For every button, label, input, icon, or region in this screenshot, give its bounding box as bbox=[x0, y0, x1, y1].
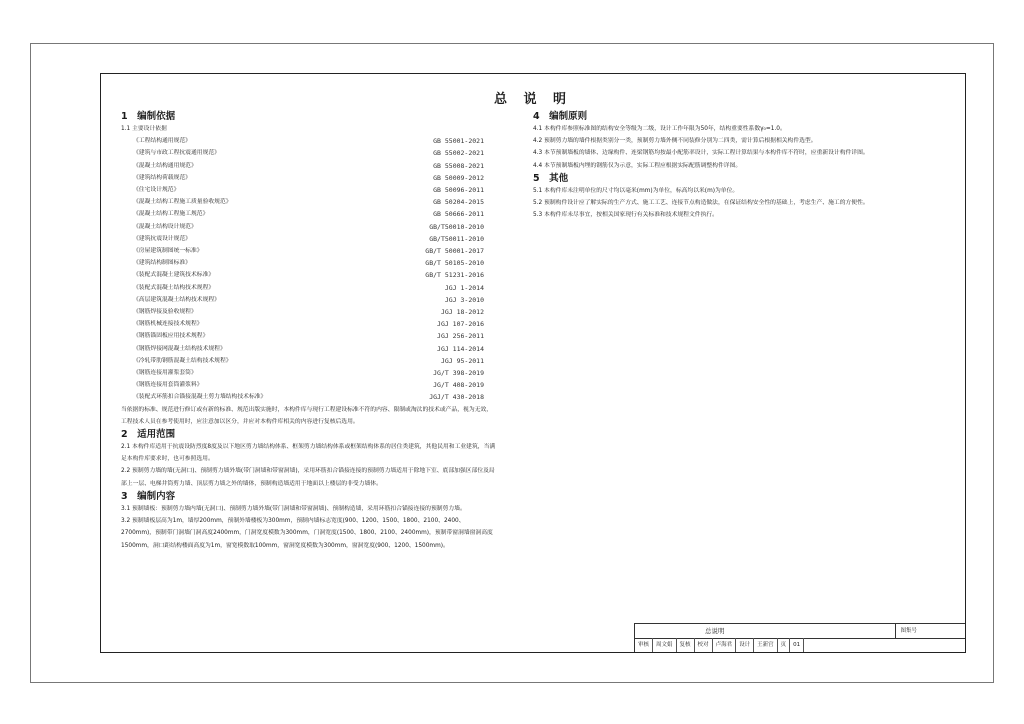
atlas-number-label: 图集号 bbox=[895, 624, 917, 638]
reference-name: 《装配式混凝土结构技术规程》 bbox=[133, 284, 215, 291]
reference-row bbox=[121, 379, 496, 391]
drawing-frame bbox=[100, 73, 966, 653]
section-2-para-1: 2.1 本构件库适用于抗震设防烈度8度及以下地区剪力墙结构体系、框架剪力墙结构体系或框架结构体系的居住类建筑，其他民用和工业建筑，当满足本构件库要求时，也可参照选用。 bbox=[121, 444, 496, 463]
reference-name: 《混凝土结构通用规范》 bbox=[133, 162, 197, 169]
section-5-item: 5.1 本构件库未注明单位的尺寸均以毫米(mm)为单位，标高均以米(m)为单位。 bbox=[533, 187, 739, 194]
reference-name: 《混凝土结构设计规范》 bbox=[133, 223, 197, 230]
reference-row bbox=[121, 135, 496, 147]
reference-name: 《工程结构通用规范》 bbox=[133, 138, 191, 145]
reference-row bbox=[121, 184, 496, 196]
reference-row bbox=[121, 294, 496, 306]
page-title: 总 说 明 bbox=[493, 92, 573, 107]
reference-code: GB/T 50001-2017 bbox=[425, 247, 484, 256]
reference-name: 《冷轧带肋钢筋混凝土结构技术规程》 bbox=[133, 357, 232, 364]
reference-row bbox=[121, 196, 496, 208]
reference-code: JGJ 95-2011 bbox=[440, 356, 484, 365]
section-4-item: 4.2 预制剪力墙的墙件根据类别分一类，预制剪力墙外侧不同装修分别为二四类，需计算后根据相关构件选型。 bbox=[533, 138, 817, 145]
title-block-cell: 周文娟 bbox=[653, 638, 677, 652]
section-2-heading: 2 适用范围 bbox=[121, 429, 176, 441]
reference-code: JG/T 398-2019 bbox=[433, 369, 484, 378]
section-2-para-2: 2.2 预制剪力墙的墙(无洞口)、预制剪力墙外墙(带门洞墙和带窗洞墙)，采用环筋扣合锚接连接的预制剪力墙适用于除地下室、底部加强区部位及局部上一层、电梯井筒剪力墙、顶层剪力墙之外的墙体，预制构造墙适用于地面以上楼层的非受力墙体。 bbox=[121, 468, 495, 487]
reference-row bbox=[121, 160, 496, 172]
section-1-subheading: 1.1 主要设计依据 bbox=[121, 126, 167, 132]
reference-code: GB 50204-2015 bbox=[433, 198, 484, 207]
reference-row bbox=[121, 147, 496, 159]
reference-name: 《建筑结构荷载规范》 bbox=[133, 174, 191, 181]
reference-code: JG/T 408-2019 bbox=[433, 381, 484, 390]
section-3-para-1: 3.1 预制墙板：预制剪力墙内墙(无洞口)、预制剪力墙外墙(带门洞墙和带窗洞墙)、预制构造墙，采用环筋扣合锚接连接的预制剪力墙。 bbox=[121, 505, 466, 512]
section-4-heading: 4 编制原则 bbox=[533, 111, 588, 122]
section-4-item: 4.3 本节预制墙板的墙体、边缘构件、连梁钢筋均按最小配筋率设计，实际工程计算结果与本构件库不符时，应重新设计构件详图。 bbox=[533, 150, 869, 157]
title-block bbox=[634, 623, 965, 652]
reference-code: JGJ 114-2014 bbox=[437, 344, 484, 353]
title-block-cell: 审核 bbox=[635, 638, 653, 652]
reference-code: GB 50009-2012 bbox=[433, 173, 484, 182]
reference-code: GB 55002-2021 bbox=[433, 149, 484, 158]
reference-name: 《建筑与市政工程抗震通用规范》 bbox=[133, 150, 220, 157]
reference-name: 《钢筋锚固板应用技术规程》 bbox=[133, 333, 209, 340]
reference-code: JGJ 18-2012 bbox=[440, 308, 484, 317]
reference-row bbox=[121, 233, 496, 245]
reference-name: 《钢筋机械连接技术规程》 bbox=[133, 321, 203, 328]
title-block-cell: 设计 bbox=[736, 638, 754, 652]
section-5-item: 5.2 预制构件设计应了解实际的生产方式、施工工艺、连接节点构造做法，在保证结构安全性的基础上，考虑生产、施工的方便性。 bbox=[533, 200, 869, 207]
reference-code: JGJ 256-2011 bbox=[437, 332, 484, 341]
section-5-heading: 5 其他 bbox=[533, 172, 569, 184]
reference-code: JGJ 107-2016 bbox=[437, 320, 484, 329]
right-column bbox=[533, 110, 953, 221]
reference-row bbox=[121, 318, 496, 330]
title-block-cell: 页 bbox=[778, 638, 791, 652]
title-block-cell: 王新官 bbox=[754, 638, 778, 652]
section-4-item: 4.4 本节预制墙板内埋的钢筋仅为示意，实际工程应根据实际配筋调整构件详图。 bbox=[533, 162, 742, 169]
reference-row bbox=[121, 355, 496, 367]
reference-row bbox=[121, 221, 496, 233]
reference-code: GB 55001-2021 bbox=[433, 137, 484, 146]
reference-code: GB/T50011-2010 bbox=[429, 234, 484, 243]
reference-code: GB/T50010-2010 bbox=[429, 222, 484, 231]
reference-row bbox=[121, 330, 496, 342]
section-4-item: 4.1 本构件库参照标准图的结构安全等级为二级，设计工作年限为50年，结构重要性系数γ₀=1.0。 bbox=[533, 126, 786, 132]
reference-name: 《高层建筑混凝土结构技术规程》 bbox=[133, 296, 220, 303]
reference-name: 《住宅设计规范》 bbox=[133, 187, 180, 194]
reference-list bbox=[121, 135, 496, 403]
section-1-note: 当依据的标准、规范进行修订或有新的标准、规范出版实施时，本构件库与现行工程建设标准不符的内容、限制或淘汰的技术或产品，视为无效，工程技术人员在参考使用时，应注意加以区分，并应对本构件库相关的内容进行复核后选用。 bbox=[121, 406, 493, 425]
title-block-header bbox=[635, 624, 965, 639]
reference-name: 《建筑结构制图标准》 bbox=[133, 260, 191, 267]
left-column bbox=[121, 110, 496, 552]
reference-code: GB/T 50105-2010 bbox=[425, 259, 484, 268]
reference-row bbox=[121, 172, 496, 184]
reference-name: 《钢筋连接用套筒灌浆料》 bbox=[133, 382, 203, 389]
reference-name: 《装配式混凝土建筑技术标准》 bbox=[133, 272, 215, 279]
section-3-para-2: 3.2 预制墙板层高为1m，墙厚200mm，预制外墙楼板为300mm，预制内墙标志宽度(900、1200、1500、1800、2100、2400、2700mm)，预制带门洞墙门洞高度2400mm，门洞宽度模数为300mm，门洞宽度(1500、1800、2100、2400mm)，预制带窗洞墙窗洞高度1500mm，洞口距结构楼面高度为1m，窗宽模数取100mm，窗洞宽度模数为300mm，窗洞宽度(900、1200、1500mm)。 bbox=[121, 518, 493, 549]
reference-row bbox=[121, 208, 496, 220]
reference-code: JGJ 3-2010 bbox=[444, 295, 484, 304]
reference-row bbox=[121, 245, 496, 257]
section-1-heading: 1 编制依据 bbox=[121, 111, 176, 122]
reference-name: 《钢筋焊接及验收规程》 bbox=[133, 309, 197, 316]
reference-row bbox=[121, 391, 496, 403]
reference-name: 《钢筋连接用灌浆套筒》 bbox=[133, 370, 197, 377]
reference-code: GB 55008-2021 bbox=[433, 161, 484, 170]
title-block-signatures bbox=[635, 638, 965, 652]
reference-name: 《混凝土结构工程施工规范》 bbox=[133, 211, 209, 218]
reference-row bbox=[121, 269, 496, 281]
reference-name: 《建筑抗震设计规范》 bbox=[133, 235, 191, 242]
reference-code: JGJ 1-2014 bbox=[444, 283, 484, 292]
title-block-cell: 卢海君 bbox=[713, 638, 737, 652]
reference-row bbox=[121, 306, 496, 318]
reference-name: 《混凝土结构工程施工质量验收规范》 bbox=[133, 199, 232, 206]
reference-name: 《钢筋焊接网混凝土结构技术规程》 bbox=[133, 345, 226, 352]
reference-row bbox=[121, 257, 496, 269]
title-block-cell: 复核 bbox=[677, 638, 695, 652]
drawing-name: 总说明 bbox=[705, 627, 725, 635]
reference-name: 《装配式环筋扣合锚接混凝土剪力墙结构技术标准》 bbox=[133, 394, 267, 401]
reference-code: JGJ/T 430-2018 bbox=[429, 393, 484, 402]
reference-row bbox=[121, 282, 496, 294]
reference-row bbox=[121, 343, 496, 355]
reference-name: 《房屋建筑制图统一标准》 bbox=[133, 248, 203, 255]
title-block-cell: 校对 bbox=[695, 638, 713, 652]
reference-code: GB/T 51231-2016 bbox=[425, 271, 484, 280]
reference-code: GB 50666-2011 bbox=[433, 210, 484, 219]
title-block-cell: 01 bbox=[790, 638, 804, 652]
section-5-item: 5.3 本构件库未尽事宜，按相关国家现行有关标准和技术规程文件执行。 bbox=[533, 212, 718, 219]
section-3-heading: 3 编制内容 bbox=[121, 490, 176, 502]
reference-row bbox=[121, 367, 496, 379]
reference-code: GB 50096-2011 bbox=[433, 186, 484, 195]
